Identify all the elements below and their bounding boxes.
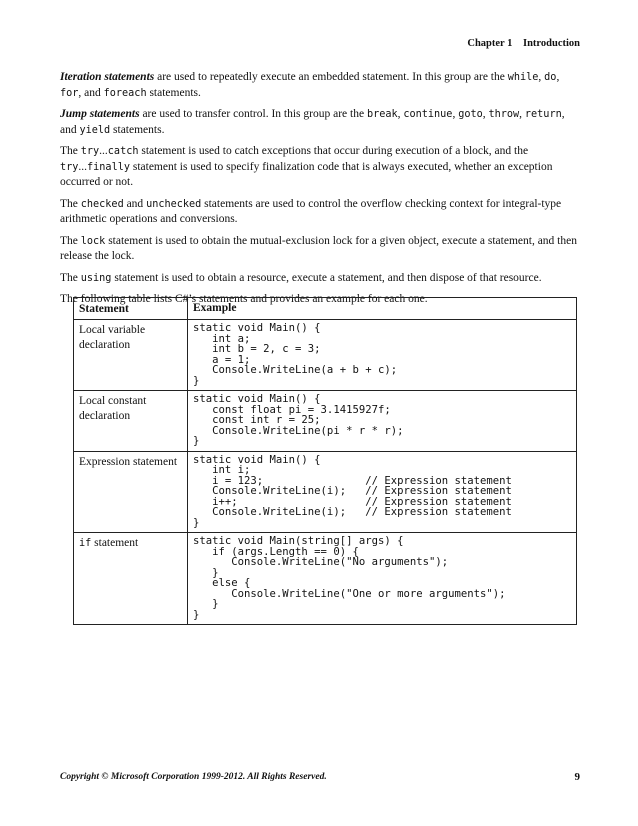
text: , and — [78, 86, 104, 99]
statement-cell — [74, 533, 188, 625]
term-iteration: Iteration statements — [60, 71, 155, 83]
table-row — [74, 451, 577, 533]
example-cell — [188, 391, 577, 452]
text: statements. — [146, 86, 201, 99]
code-example: static void Main() { int a; int b = 2, c = 3; a = 1; Console.WriteLine(a + b + c); } — [193, 322, 398, 387]
page-number: 9 — [574, 771, 580, 783]
code-keyword: checked — [80, 198, 124, 210]
code-keyword: while — [507, 72, 539, 83]
code-keyword: catch — [107, 146, 139, 157]
text: , — [397, 108, 404, 120]
text: The — [60, 197, 81, 210]
text: The following table lists C#’s statements and provides an example for each one. — [60, 293, 428, 305]
code-keyword: try — [60, 161, 79, 173]
statement-label: Local variable declaration — [79, 324, 146, 351]
statement-cell — [74, 320, 188, 391]
code-keyword: try — [80, 146, 100, 157]
text: are used to repeatedly execute an embedded statement. In this group are the — [154, 71, 508, 83]
code-keyword: do — [544, 72, 557, 83]
column-header-statement: Statement — [74, 298, 188, 320]
text: and — [123, 197, 147, 210]
code-keyword: continue — [403, 109, 453, 120]
text: statement is used to specify finalization code that is always executed, whether an exception occurred or not. — [60, 160, 553, 188]
code-keyword: foreach — [103, 87, 147, 99]
code-keyword: yield — [79, 124, 111, 136]
text: , — [519, 108, 525, 120]
code-keyword: throw — [488, 109, 520, 120]
text: , — [538, 71, 545, 83]
paragraph-jump — [60, 107, 580, 138]
text: , and — [60, 108, 565, 136]
text: The — [60, 234, 81, 247]
copyright-notice: Copyright © Microsoft Corporation 1999-2012. All Rights Reserved. — [60, 772, 327, 782]
text: statement is used to obtain the mutual-exclusion lock for a given object, execute a statement, and then release the lock. — [60, 234, 577, 262]
code-keyword: break — [366, 109, 398, 120]
text: The — [60, 271, 81, 284]
page-footer — [60, 772, 580, 782]
code-keyword: for — [60, 87, 79, 99]
code-example: static void Main() { const float pi = 3.1415927f; const int r = 25; Console.WriteLine(pi * r * r); } — [193, 393, 404, 447]
paragraph-try — [60, 144, 580, 191]
paragraph-lock — [60, 234, 580, 265]
text: , — [556, 71, 560, 83]
paragraph-iteration — [60, 70, 580, 101]
code-keyword: goto — [458, 109, 483, 120]
example-cell — [188, 533, 577, 625]
chapter-title: Introduction — [523, 38, 580, 49]
page-header — [467, 38, 580, 49]
text: statement is used to obtain a resource, execute a statement, and then dispose of that resource. — [111, 271, 542, 284]
table-header-row — [74, 298, 577, 320]
table-row — [74, 320, 577, 391]
code-keyword: finally — [87, 161, 130, 173]
statement-keyword: if — [79, 538, 92, 549]
text: statement is used to catch exceptions that occur during execution of a block, and the — [138, 145, 529, 157]
example-cell — [188, 320, 577, 391]
table-row — [74, 391, 577, 452]
example-cell — [188, 451, 577, 533]
statements-table — [73, 297, 577, 625]
text: , — [482, 108, 489, 120]
paragraph-checked — [60, 197, 580, 228]
text: ... — [78, 160, 88, 173]
code-keyword: using — [80, 272, 112, 284]
table-row — [74, 533, 577, 625]
code-example: static void Main(string[] args) { if (args.Length == 0) { Console.WriteLine("No arguments"); } else { Console.WriteLine("One or more arguments"); } } — [193, 535, 506, 621]
text: statements are used to control the overflow checking context for integral-type arithmetic operations and conversions. — [60, 197, 562, 225]
statement-cell — [74, 391, 188, 452]
column-header-example: Example — [188, 298, 577, 320]
paragraph-using — [60, 271, 580, 287]
statement-label: Local constant declaration — [79, 395, 147, 422]
text: , — [452, 108, 459, 120]
statement-label: Expression statement — [79, 455, 178, 468]
text: ... — [99, 145, 108, 157]
code-keyword: unchecked — [146, 198, 202, 210]
code-keyword: return — [524, 109, 562, 120]
text: are used to transfer control. In this group are the — [139, 108, 367, 120]
text: statements. — [110, 123, 165, 136]
chapter-number: Chapter 1 — [467, 38, 513, 49]
code-example: static void Main() { int i; i = 123; // Expression statement Console.WriteLine(i); // Expression statement i++; // Expression statement Console.WriteLine(i); // Expression statement } — [193, 453, 512, 529]
statement-cell — [74, 451, 188, 533]
text: The — [60, 145, 81, 157]
term-jump: Jump statements — [60, 108, 140, 120]
statement-label: statement — [91, 537, 139, 549]
code-keyword: lock — [80, 235, 106, 247]
body-text — [60, 70, 580, 314]
